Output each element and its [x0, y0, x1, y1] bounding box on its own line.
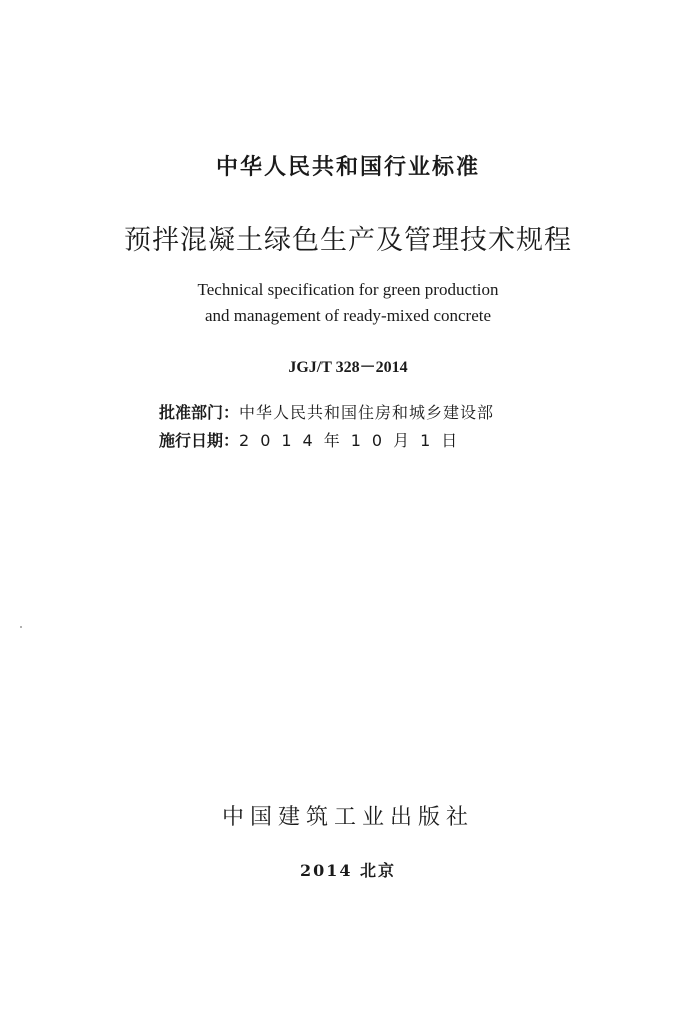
- scan-speck: [20, 626, 22, 628]
- document-title-english-line2: and management of ready-mixed concrete: [204, 306, 492, 325]
- document-title-english-line1: Technical specification for green production: [197, 280, 499, 299]
- effective-value: 2014年10月1日: [239, 431, 469, 450]
- publisher: 中国建筑工业出版社: [221, 805, 474, 830]
- effective-date: [159, 428, 468, 451]
- effective-label: 施行日期：: [159, 431, 240, 450]
- approval-department: [159, 400, 494, 423]
- approval-value: 中华人民共和国住房和城乡建设部: [239, 403, 495, 422]
- publication-year-place: 2014 北京: [299, 861, 397, 880]
- document-title-chinese: 预拌混凝土绿色生产及管理技术规程: [124, 225, 572, 256]
- standard-category: 中华人民共和国行业标准: [215, 155, 480, 180]
- approval-label: 批准部门：: [159, 403, 240, 422]
- standard-code: JGJ/T 328－2014: [288, 359, 408, 376]
